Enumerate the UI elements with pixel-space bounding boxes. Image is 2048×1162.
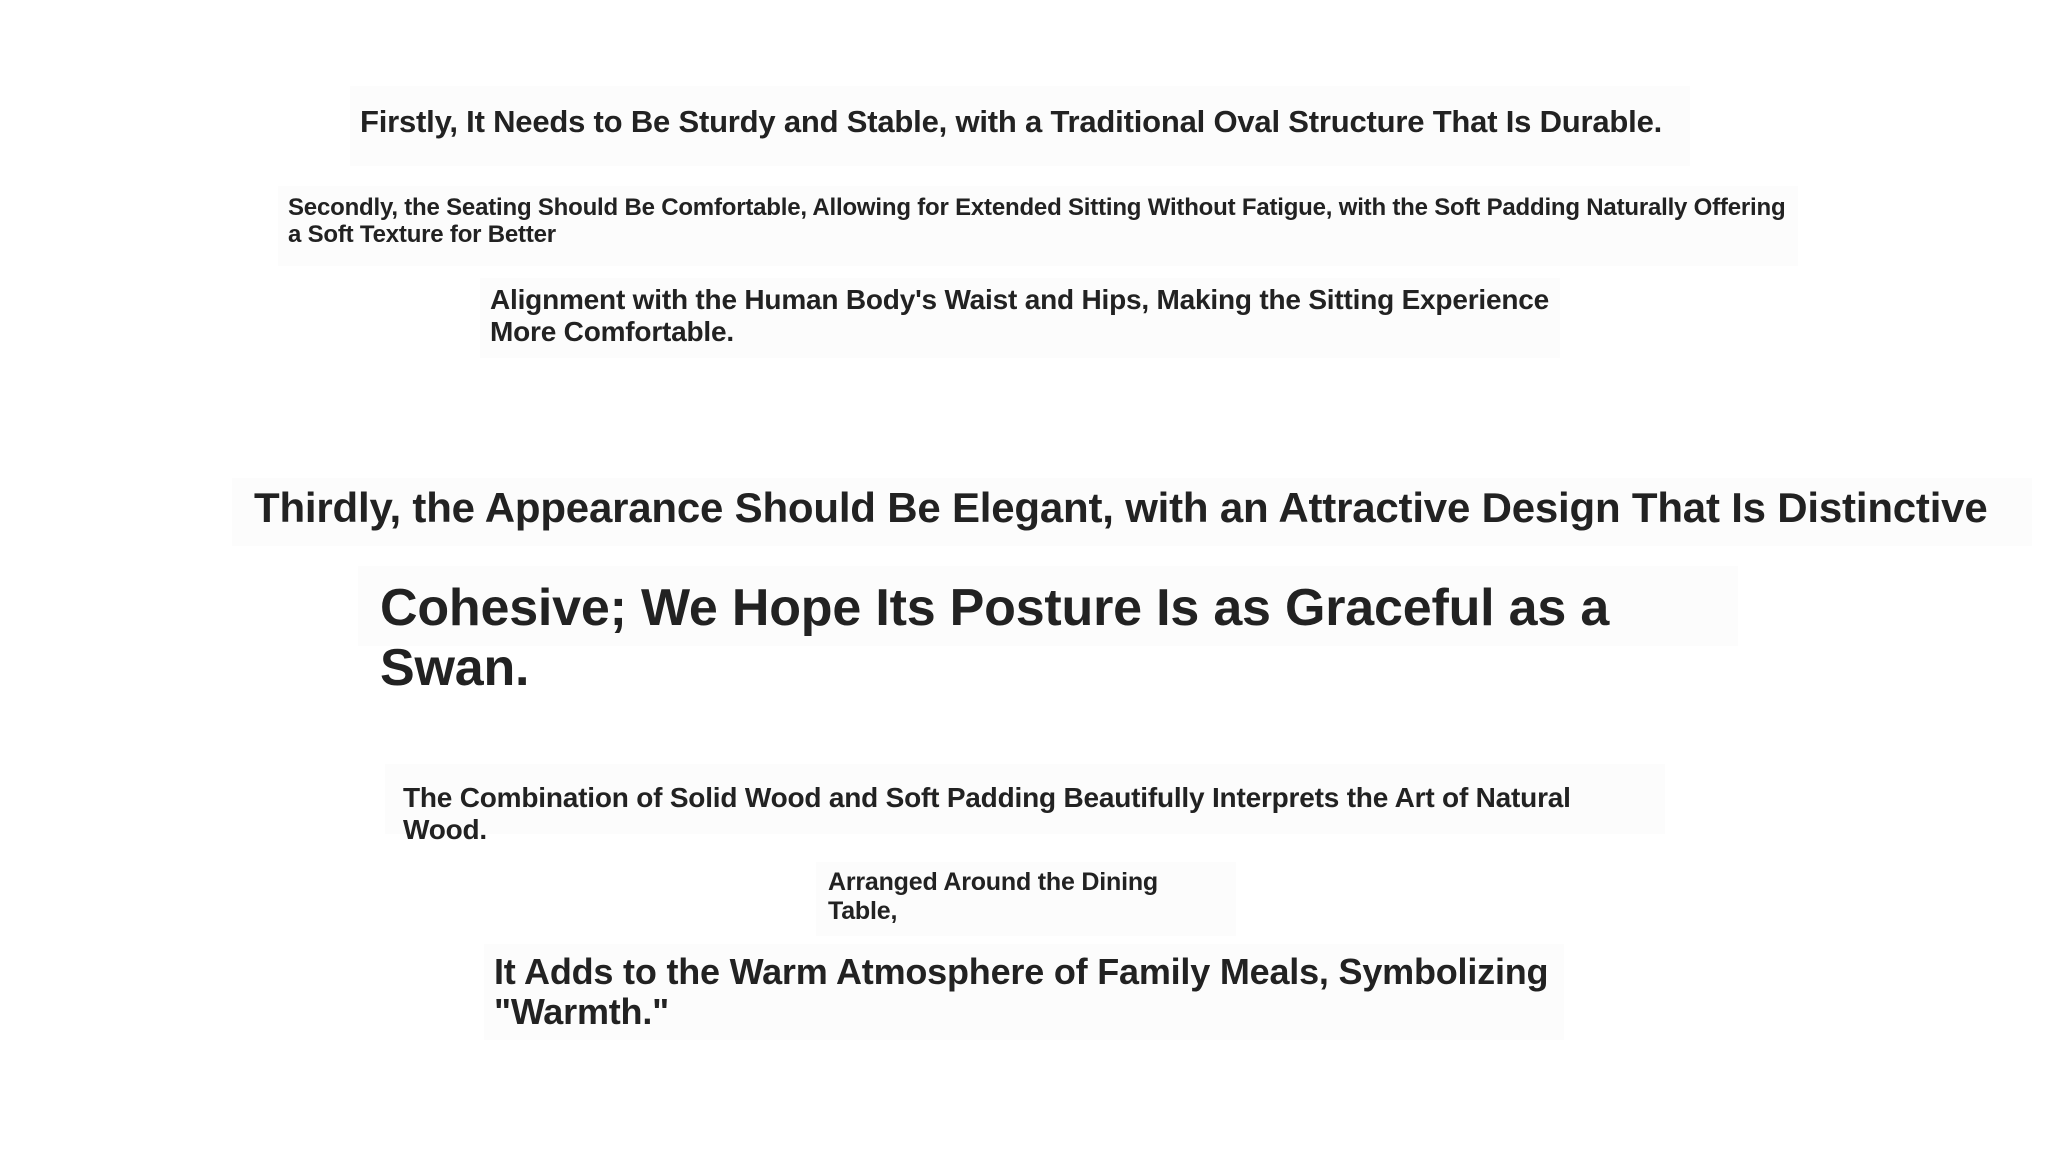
text-line-thirdly: Thirdly, the Appearance Should Be Elegant, with an Attractive Design That Is Distinctive [232, 478, 2032, 546]
text-line-arranged: Arranged Around the Dining Table, [816, 862, 1236, 936]
text-line-secondly: Secondly, the Seating Should Be Comfortable, Allowing for Extended Sitting Without Fatigue, with the Soft Padding Naturally Offering a Soft Texture for Better [278, 186, 1798, 266]
text-line-cohesive: Cohesive; We Hope Its Posture Is as Graceful as a Swan. [358, 566, 1738, 646]
text-line-firstly: Firstly, It Needs to Be Sturdy and Stable, with a Traditional Oval Structure That Is Durable. [350, 86, 1690, 166]
text-line-warmth: It Adds to the Warm Atmosphere of Family Meals, Symbolizing "Warmth." [484, 944, 1564, 1040]
text-line-combination: The Combination of Solid Wood and Soft Padding Beautifully Interprets the Art of Natural Wood. [385, 764, 1665, 834]
text-line-alignment: Alignment with the Human Body's Waist and Hips, Making the Sitting Experience More Comfortable. [480, 278, 1560, 358]
